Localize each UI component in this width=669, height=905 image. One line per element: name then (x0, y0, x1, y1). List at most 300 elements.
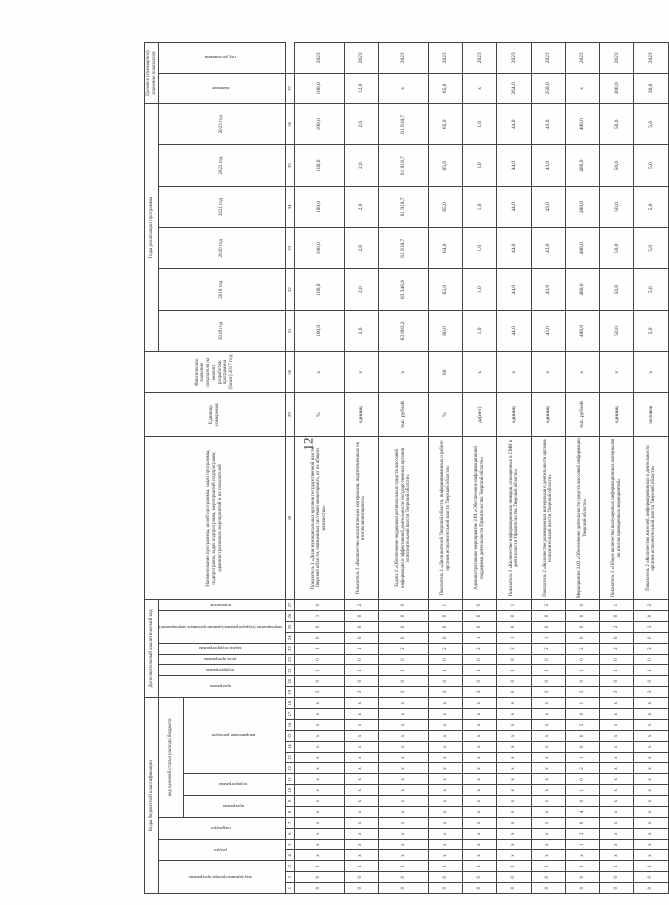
row-year-value: 1,0 (463, 269, 497, 310)
row-target-year: 2023 (531, 43, 565, 74)
row-year-value: 100,0 (294, 228, 344, 269)
column-number-36: 36 (285, 104, 294, 145)
code-cell: 3 (565, 687, 599, 698)
row-year-value: 50,0 (600, 269, 634, 310)
row-name: Административное мероприятие 2.01 «Обеспечение информационной поддержки деятельности Правительства Тверской области» (463, 436, 497, 599)
code-cell: 1 (463, 632, 497, 643)
code-cell: x (463, 741, 497, 752)
code-cell: x (634, 828, 668, 839)
column-number-22: 22 (285, 654, 294, 665)
row-name: Показатель 1 «Количество информационных поводов, освещенных в СМИ о деятельности Правительства Тверской области» (497, 436, 531, 599)
column-number-8: 8 (285, 807, 294, 818)
column-number-7: 7 (285, 817, 294, 828)
code-cell: x (497, 752, 531, 763)
code-cell: x (463, 720, 497, 731)
code-cell: 3 (634, 687, 668, 698)
table-row (378, 43, 428, 894)
code-cell: 1 (497, 861, 531, 872)
row-name: Задача 2 «Обеспечение поддержки региональных средств массовой информации и эффективной деятельности государственных органов исполнительной власти Тверской области» (378, 436, 428, 599)
code-cell: 0 (378, 872, 428, 883)
code-cell: 0 (497, 872, 531, 883)
code-cell: x (497, 698, 531, 709)
row-year-value: 480,0 (565, 269, 599, 310)
code-cell: 0 (463, 872, 497, 883)
code-cell: 1 (378, 665, 428, 676)
code-cell: x (531, 763, 565, 774)
row-year-value: 63 348,9 (378, 269, 428, 310)
header-actual: Фактическое значение показателя на момент разработки программы (базис) 2017 год (145, 352, 286, 393)
code-cell: 3 (600, 687, 634, 698)
code-cell: x (378, 774, 428, 785)
row-actual: х (463, 352, 497, 393)
code-cell: x (463, 763, 497, 774)
code-cell: x (428, 807, 462, 818)
code-cell: x (463, 839, 497, 850)
code-cell: 1 (531, 861, 565, 872)
row-year-value: 61 918,7 (378, 145, 428, 186)
row-year-value: 43,0 (531, 186, 565, 227)
row-target-year: 2023 (428, 43, 462, 74)
header-extra-code: Дополнительный аналитический код (145, 600, 159, 698)
row-year-value: 2,0 (344, 186, 378, 227)
code-cell: x (497, 720, 531, 731)
code-cell: x (634, 752, 668, 763)
code-cell: 1 (531, 665, 565, 676)
code-cell: x (600, 741, 634, 752)
code-cell: x (634, 817, 668, 828)
code-cell: 0 (497, 676, 531, 687)
code-cell: 0 (378, 676, 428, 687)
code-cell: 0 (378, 621, 428, 632)
row-unit: да(нет) (463, 393, 497, 437)
code-cell: 0 (531, 621, 565, 632)
code-cell: x (565, 850, 599, 861)
row-target-year: 2023 (497, 43, 531, 74)
column-number-29: 29 (285, 393, 294, 437)
code-cell: x (531, 828, 565, 839)
code-cell: x (294, 785, 344, 796)
row-year-value: 5,0 (634, 104, 668, 145)
header-target-value: значение (159, 73, 286, 103)
code-cell: 0 (565, 654, 599, 665)
code-cell: 0 (463, 611, 497, 622)
code-cell: 0 (565, 611, 599, 622)
row-year-value: 43,0 (531, 269, 565, 310)
row-target-value: 30,0 (634, 73, 668, 103)
code-cell: 0 (497, 621, 531, 632)
row-name: Показатель 1 «Общее количество выпущенных информационных материалов по итогам проведенных мероприятий» (600, 436, 634, 599)
code-cell: 5 (565, 720, 599, 731)
code-cell: 0 (378, 611, 428, 622)
code-cell: 0 (294, 632, 344, 643)
code-cell: 0 (565, 774, 599, 785)
row-unit: % (294, 393, 344, 437)
row-year-value: 1,0 (463, 145, 497, 186)
code-cell: 1 (294, 665, 344, 676)
code-cell: 0 (463, 654, 497, 665)
code-cell: 0 (378, 632, 428, 643)
code-cell: x (463, 698, 497, 709)
column-number-27: 27 (285, 600, 294, 611)
code-cell: 0 (600, 883, 634, 894)
code-cell: x (428, 752, 462, 763)
code-cell: 0 (428, 611, 462, 622)
code-cell: x (428, 828, 462, 839)
row-year-value: 480,0 (565, 228, 599, 269)
code-cell: x (294, 763, 344, 774)
code-cell: 0 (344, 632, 378, 643)
row-year-value: 50,0 (600, 310, 634, 351)
code-cell: 0 (565, 741, 599, 752)
code-cell: 1 (565, 839, 599, 850)
row-year-value: 44,0 (497, 310, 531, 351)
code-cell: 3 (497, 687, 531, 698)
code-cell: x (497, 807, 531, 818)
code-cell: x (634, 850, 668, 861)
code-cell: x (294, 828, 344, 839)
code-cell: x (378, 796, 428, 807)
row-name: Показатель 2 «Количество размещенных материалов о деятельности органов исполнительной власти Тверской области» (531, 436, 565, 599)
row-target-value: 258,0 (531, 73, 565, 103)
table-row (463, 43, 497, 894)
code-cell: x (344, 741, 378, 752)
row-year-value: 50,0 (600, 145, 634, 186)
row-target-year: 2023 (565, 43, 599, 74)
program-indicators-table (144, 42, 669, 894)
rotated-table-container (144, 42, 657, 894)
column-number-26: 26 (285, 611, 294, 622)
header-year-5: 2023 год (159, 104, 286, 145)
row-unit: тыс. рублей (378, 393, 428, 437)
row-year-value: 62,0 (428, 269, 462, 310)
code-cell: 1 (565, 785, 599, 796)
column-number-30: 30 (285, 352, 294, 393)
row-actual: х (344, 352, 378, 393)
code-cell: x (344, 828, 378, 839)
row-year-value: 100,0 (294, 310, 344, 351)
row-actual: х (600, 352, 634, 393)
code-cell: x (531, 741, 565, 752)
row-year-value: 5,0 (634, 310, 668, 351)
code-cell: 0 (634, 632, 668, 643)
code-cell: 3 (531, 687, 565, 698)
code-cell: x (378, 785, 428, 796)
code-cell: x (600, 720, 634, 731)
row-year-value: 60,0 (428, 310, 462, 351)
code-cell: 1 (531, 632, 565, 643)
code-cell: 1 (344, 861, 378, 872)
column-number-19: 19 (285, 687, 294, 698)
code-cell: x (531, 817, 565, 828)
code-cell: x (428, 785, 462, 796)
row-name: Показатель 2 «Количество жителей, информированных о деятельности органов исполнительной власти Тверской области» (634, 436, 668, 599)
code-cell: x (294, 730, 344, 741)
code-cell: x (600, 839, 634, 850)
row-unit: единиц (531, 393, 565, 437)
code-cell: x (294, 720, 344, 731)
row-year-value: 1,0 (463, 310, 497, 351)
code-cell: 0 (565, 709, 599, 720)
row-target-value: 264,0 (497, 73, 531, 103)
code-cell: 0 (565, 796, 599, 807)
code-cell: x (497, 741, 531, 752)
code-cell: 1 (294, 611, 344, 622)
code-cell: x (531, 774, 565, 785)
row-year-value: 480,0 (565, 186, 599, 227)
code-cell: x (344, 785, 378, 796)
code-cell: x (344, 839, 378, 850)
row-target-value: 12,0 (344, 73, 378, 103)
code-cell: x (600, 817, 634, 828)
row-actual: х (531, 352, 565, 393)
code-cell: 2 (531, 600, 565, 611)
code-cell: 0 (600, 611, 634, 622)
column-number-11: 11 (285, 774, 294, 785)
code-cell: x (634, 730, 668, 741)
code-cell: 0 (565, 817, 599, 828)
row-actual: х (378, 352, 428, 393)
code-cell: x (428, 850, 462, 861)
table-row (531, 43, 565, 894)
code-cell: x (497, 850, 531, 861)
code-cell: 1 (344, 643, 378, 654)
row-target-value: 65,0 (428, 73, 462, 103)
code-cell: x (497, 828, 531, 839)
column-number-25: 25 (285, 621, 294, 632)
row-year-value: 100,0 (294, 269, 344, 310)
row-target-year: 2023 (378, 43, 428, 74)
row-year-value: 2,0 (344, 310, 378, 351)
code-cell: x (428, 817, 462, 828)
code-cell: 1 (565, 752, 599, 763)
code-cell: 0 (565, 632, 599, 643)
table-row (294, 43, 344, 894)
code-cell: 0 (463, 676, 497, 687)
code-cell: 2 (344, 600, 378, 611)
code-cell: 0 (378, 654, 428, 665)
row-year-value: 65,0 (428, 145, 462, 186)
code-cell: x (294, 752, 344, 763)
column-number-13: 13 (285, 752, 294, 763)
row-year-value: 100,0 (294, 186, 344, 227)
code-cell: x (378, 817, 428, 828)
header-extra-indicator: показатель (159, 600, 286, 611)
code-cell: x (634, 741, 668, 752)
code-cell: x (497, 839, 531, 850)
row-target-value: 300,0 (600, 73, 634, 103)
code-cell: 0 (294, 872, 344, 883)
code-cell: 2 (634, 600, 668, 611)
code-cell: 2 (600, 643, 634, 654)
row-year-value: 65,0 (428, 104, 462, 145)
code-cell: 2 (428, 643, 462, 654)
row-year-value: 5,0 (634, 186, 668, 227)
column-number-3: 3 (285, 861, 294, 872)
row-year-value: 44,0 (497, 228, 531, 269)
code-cell: x (294, 741, 344, 752)
code-cell: 0 (565, 676, 599, 687)
row-target-year: 2023 (294, 43, 344, 74)
code-cell: x (428, 839, 462, 850)
column-number-16: 16 (285, 720, 294, 731)
code-cell: x (378, 720, 428, 731)
code-cell: x (497, 796, 531, 807)
code-cell: x (344, 730, 378, 741)
code-cell: 2 (634, 621, 668, 632)
row-year-value: 44,0 (497, 145, 531, 186)
code-cell: 2 (565, 643, 599, 654)
code-cell: x (378, 828, 428, 839)
row-year-value: 65,0 (428, 186, 462, 227)
code-cell: 2 (565, 828, 599, 839)
row-year-value: 480,0 (565, 310, 599, 351)
code-cell: x (378, 698, 428, 709)
code-cell: 0 (344, 621, 378, 632)
code-cell: 0 (344, 872, 378, 883)
row-year-value: 480,0 (565, 145, 599, 186)
code-cell: 1 (294, 643, 344, 654)
row-name: Показатель 2 «Количество аналитических материалов, подготовленных по итогам мониторинга» (344, 436, 378, 599)
row-year-value: 5,0 (634, 228, 668, 269)
header-subsection: подраздел (159, 817, 286, 839)
header-direction: направление расходов (184, 698, 285, 774)
code-cell: x (600, 785, 634, 796)
code-cell: x (497, 763, 531, 774)
row-year-value: 100,0 (294, 104, 344, 145)
code-cell: x (531, 752, 565, 763)
row-actual: 60 (428, 352, 462, 393)
row-actual: х (497, 352, 531, 393)
column-number-28: 28 (285, 436, 294, 599)
code-cell: x (344, 850, 378, 861)
code-cell: x (531, 730, 565, 741)
column-number-32: 32 (285, 269, 294, 310)
code-cell: 1 (428, 861, 462, 872)
header-program: программа (184, 796, 285, 818)
code-cell: 0 (600, 632, 634, 643)
code-cell: 2 (463, 643, 497, 654)
code-cell: x (634, 720, 668, 731)
code-cell: 1 (344, 665, 378, 676)
code-cell: 0 (294, 676, 344, 687)
row-year-value: 61 918,7 (378, 228, 428, 269)
code-cell: 0 (565, 621, 599, 632)
column-number-17: 17 (285, 709, 294, 720)
code-cell: 1 (600, 665, 634, 676)
header-target: Целевое (суммарное) значение показателя (145, 43, 159, 104)
row-year-value: 43,0 (531, 104, 565, 145)
code-cell: x (463, 774, 497, 785)
code-cell: 0 (497, 883, 531, 894)
code-cell: x (600, 850, 634, 861)
row-actual: х (565, 352, 599, 393)
row-target-year: 2023 (463, 43, 497, 74)
code-cell: x (600, 796, 634, 807)
row-unit: % (428, 393, 462, 437)
code-cell: x (428, 774, 462, 785)
row-year-value: 1,0 (463, 104, 497, 145)
code-cell: x (428, 709, 462, 720)
code-cell: 3 (378, 687, 428, 698)
code-cell: x (463, 709, 497, 720)
code-cell: x (428, 730, 462, 741)
row-year-value: 2,0 (344, 269, 378, 310)
column-number-21: 21 (285, 665, 294, 676)
code-cell: x (531, 796, 565, 807)
code-cell: 0 (565, 730, 599, 741)
column-number-6: 6 (285, 828, 294, 839)
code-cell: 0 (344, 654, 378, 665)
row-target-value: 100,0 (294, 73, 344, 103)
code-cell: x (378, 752, 428, 763)
code-cell: 1 (463, 861, 497, 872)
header-unit: Единица измерения (145, 393, 286, 437)
code-cell: 0 (497, 611, 531, 622)
code-cell: 0 (531, 654, 565, 665)
code-cell: 0 (531, 883, 565, 894)
row-unit: единиц (497, 393, 531, 437)
code-cell: 2 (497, 643, 531, 654)
header-year-1: 2019 год (159, 269, 286, 310)
code-cell: 0 (531, 676, 565, 687)
row-year-value: 44,0 (497, 186, 531, 227)
code-cell: x (634, 807, 668, 818)
row-year-value: 5,0 (634, 269, 668, 310)
row-year-value: 44,0 (497, 269, 531, 310)
header-extra-subprogram: подпрограмма (159, 665, 286, 676)
code-cell: 1 (497, 632, 531, 643)
code-cell: x (600, 730, 634, 741)
code-cell: 0 (428, 676, 462, 687)
code-cell: 2 (565, 763, 599, 774)
header-year-0: 2018 год (159, 310, 286, 351)
code-cell: 0 (428, 632, 462, 643)
code-cell: 0 (378, 883, 428, 894)
code-cell: 0 (428, 872, 462, 883)
code-cell: x (531, 850, 565, 861)
code-cell: x (634, 763, 668, 774)
code-cell: x (294, 817, 344, 828)
header-article: код целевой статьи расхода бюджета (159, 698, 184, 818)
code-cell: 0 (600, 872, 634, 883)
header-extra-goal: цель программы (159, 654, 286, 665)
code-cell: 0 (294, 600, 344, 611)
row-target-value: x (565, 73, 599, 103)
column-number-1: 1 (285, 883, 294, 894)
header-year-2: 2020 год (159, 228, 286, 269)
code-cell: 1 (497, 665, 531, 676)
code-cell: x (378, 850, 428, 861)
code-cell: x (634, 839, 668, 850)
column-number-34: 34 (285, 186, 294, 227)
code-cell: 0 (294, 654, 344, 665)
row-name: Показатель 1 «Доля жителей Тверской области, информированных о работе органов исполнительной власти Тверской области» (428, 436, 462, 599)
header-subprogram: подпрограмма (184, 774, 285, 796)
code-cell: 3 (463, 687, 497, 698)
code-cell: x (600, 752, 634, 763)
column-number-33: 33 (285, 228, 294, 269)
column-number-5: 5 (285, 839, 294, 850)
code-cell: 0 (634, 872, 668, 883)
row-year-value: 61 918,7 (378, 186, 428, 227)
row-actual: х (294, 352, 344, 393)
rotated-table (144, 42, 657, 894)
code-cell: 1 (634, 861, 668, 872)
code-cell: 0 (428, 883, 462, 894)
row-year-value: 64,0 (428, 228, 462, 269)
code-cell: 4 (565, 807, 599, 818)
code-cell: x (634, 698, 668, 709)
